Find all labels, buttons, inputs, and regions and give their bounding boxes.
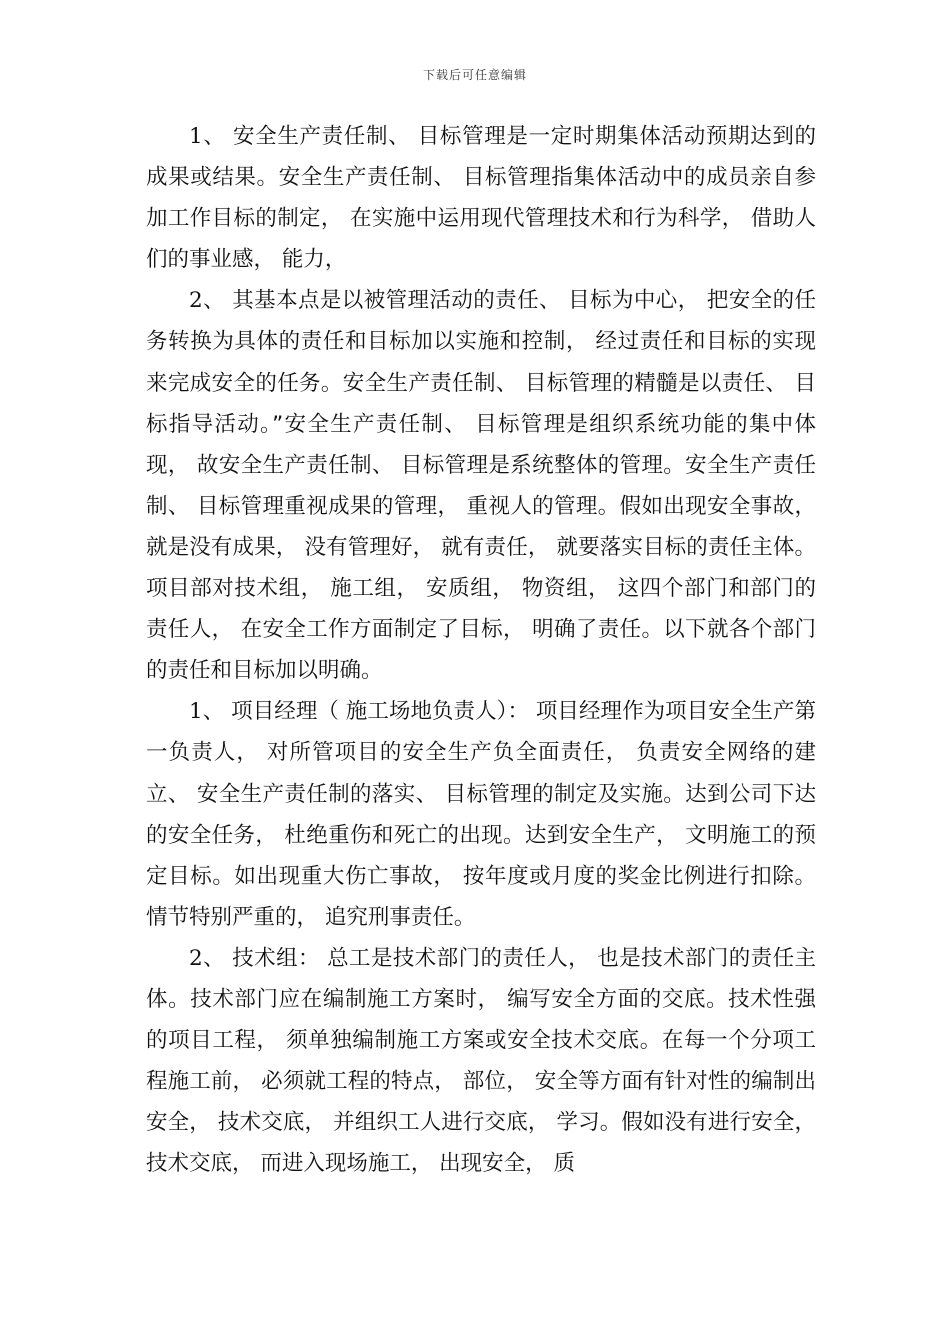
paragraph-1: [146, 116, 816, 280]
paragraph-number: 2、: [189, 945, 225, 971]
paragraph-text: 项目经理（ 施工场地负责人）： 项目经理作为项目安全生产第一负责人， 对所管项目的安全生产负全面责任， 负责安全网络的建立、 安全生产责任制的落实、 目标管理的制定及实施。达到公司下达的安全任务， 杜绝重伤和死亡的出现。达到安全生产， 文明施工的预定目标。如出现重大伤亡事故， 按年度或月度的奖金比例进行扣除。情节特别严重的， 追究刑事责任。: [146, 699, 816, 930]
paragraph-number: 2、: [189, 288, 225, 314]
paragraph-2: [146, 280, 816, 691]
page-header: 下载后可任意编辑: [422, 68, 527, 82]
paragraph-number: 1、: [189, 124, 226, 149]
paragraph-text: 其基本点是以被管理活动的责任、 目标为中心， 把安全的任务转换为具体的责任和目标加以实施和控制， 经过责任和目标的实现来完成安全的任务。安全生产责任制、 目标管理的精髓是以责任、 目标指导活动。”安全生产责任制、 目标管理是组织系统功能的集中体现， 故安全生产责任制、 目标管理是系统整体的管理。安全生产责任制、 目标管理重视成果的管理， 重视人的管理。假如出现安全事故， 就是没有成果， 没有管理好， 就有责任， 就要落实目标的责任主体。项目部对技术组， 施工组， 安质组， 物资组， 这四个部门和部门的责任人， 在安全工作方面制定了目标， 明确了责任。以下就各个部门的责任和目标加以明确。: [146, 288, 816, 684]
paragraph-number: 1、: [189, 699, 225, 725]
paragraph-4: [146, 938, 816, 1185]
document-body: [146, 116, 816, 1184]
paragraph-3: [146, 691, 816, 938]
paragraph-text: 技术组： 总工是技术部门的责任人， 也是技术部门的责任主体。技术部门应在编制施工方案时， 编写安全方面的交底。技术性强的项目工程， 须单独编制施工方案或安全技术交底。在每一个分项工程施工前， 必须就工程的特点， 部位， 安全等方面有针对性的编制出安全， 技术交底， 并组织工人进行交底， 学习。假如没有进行安全， 技术交底， 而进入现场施工， 出现安全， 质: [146, 945, 816, 1177]
paragraph-text: 安全生产责任制、 目标管理是一定时期集体活动预期达到的成果或结果。安全生产责任制、 目标管理指集体活动中的成员亲自参加工作目标的制定， 在实施中运用现代管理技术和行为科学， 借助人们的事业感， 能力，: [146, 124, 816, 273]
